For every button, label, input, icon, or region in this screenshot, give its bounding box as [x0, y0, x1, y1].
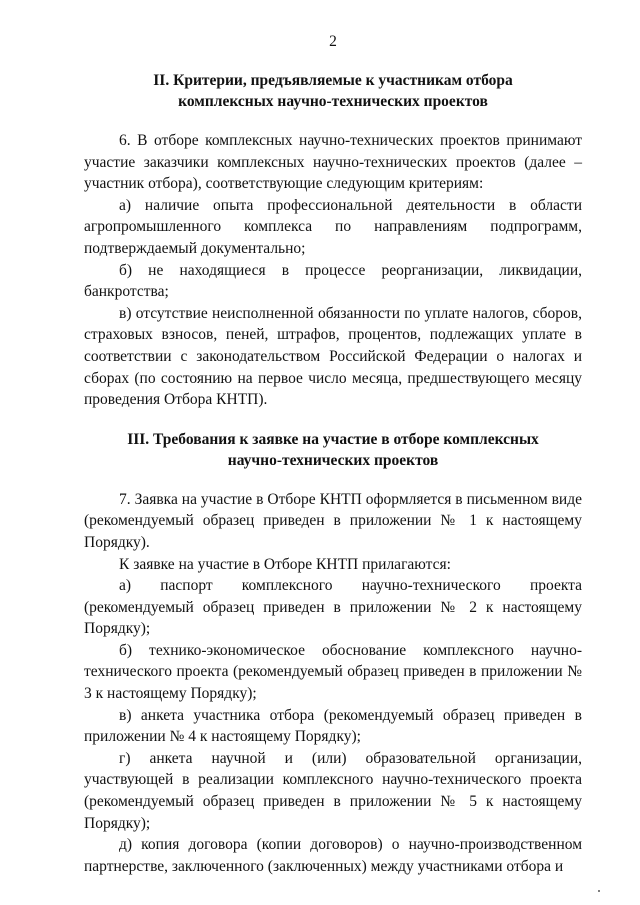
criterion-a: а) наличие опыта профессиональной деятельности в области агропромышленного комплекса по направлениям подпрограмм, подтверждаемый документально; — [84, 196, 582, 257]
section-2-heading-line-1: II. Критерии, предъявляемые к участникам отбора — [153, 72, 513, 89]
attachment-e: д) копия договора (копии договоров) о научно-производственном партнерстве, заключенного (заключенных) между участниками отбора и — [84, 836, 582, 875]
attachment-a: а) паспорт комплексного научно-технического проекта (рекомендуемый образец приведен в приложении № 2 к настоящему Порядку); — [84, 577, 582, 638]
section-3-heading-line-2: научно-технических проектов — [227, 451, 439, 469]
attachments-intro: К заявке на участие в Отборе КНТП прилагаются: — [119, 555, 451, 573]
section-3-heading-line-1: III. Требования к заявке на участие в отборе комплексных — [127, 430, 539, 448]
attachment-c: в) анкета участника отбора (рекомендуемый образец приведен в приложении № 4 к настоящему Порядку); — [84, 706, 582, 746]
page-number: 2 — [329, 33, 337, 50]
section-2-heading-line-2: комплексных научно-технических проектов — [178, 93, 488, 110]
paragraph-7: 7. Заявка на участие в Отборе КНТП оформляется в письменном виде (рекомендуемый образец приведен в приложении № 1 к настоящему Порядку). — [84, 490, 582, 551]
criterion-b: б) не находящиеся в процессе реорганизации, ликвидации, банкротства; — [84, 261, 582, 301]
paragraph-6: 6. В отборе комплексных научно-технических проектов принимают участие заказчики комплексных научно-технических проектов (далее – участник отбора), соответствующие следующим критериям: — [84, 132, 582, 193]
scan-speck — [598, 890, 600, 892]
document-page — [84, 32, 582, 877]
attachment-d: г) анкета научной и (или) образовательной организации, участвующей в реализации комплексного научно-технического проекта (рекомендуемый образец приведен в приложении № 5 к настоящему Порядку); — [84, 749, 582, 832]
criterion-c: в) отсутствие неисполненной обязанности по уплате налогов, сборов, страховых взносов, пеней, штрафов, процентов, подлежащих уплате в соответствии с законодательством Российской Федерации о налогах и сборах (по состоянию на первое число месяца, предшествующего месяцу проведения Отбора КНТП). — [84, 304, 582, 409]
attachment-b: б) технико-экономическое обоснование комплексного научно-технического проекта (рекомендуемый образец приведен в приложении № 3 к настоящему Порядку); — [84, 641, 582, 703]
